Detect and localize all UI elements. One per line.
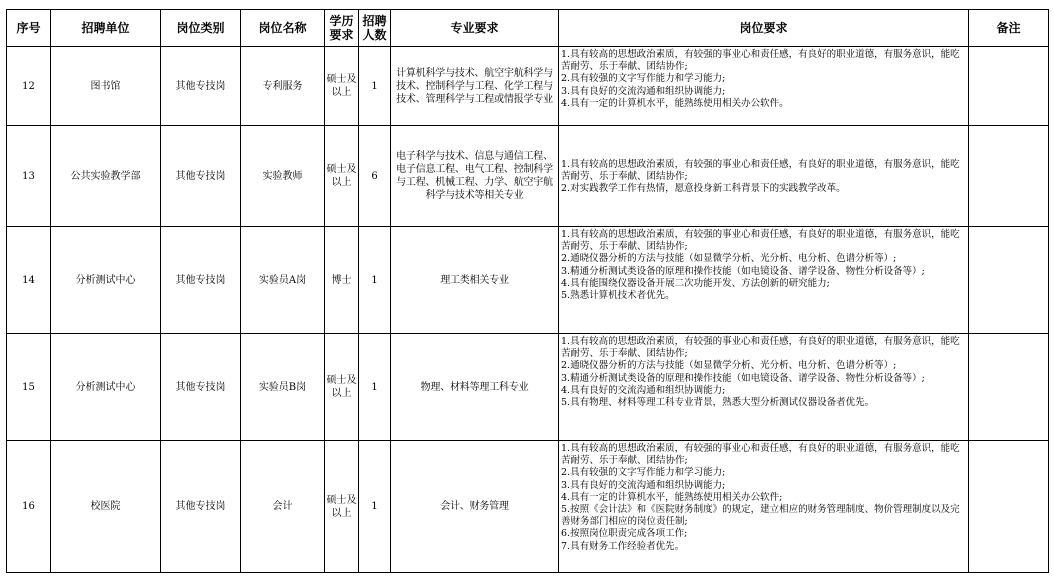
cell-edu: 硕士及 以上	[325, 441, 359, 573]
requirement-item: 3.具有良好的交流沟通和组织协调能力;	[561, 479, 726, 491]
cell-requirements	[559, 126, 969, 227]
requirement-item: 3.具有良好的交流沟通和组织协调能力;	[561, 85, 726, 97]
cell-major: 计算机科学与技术、航空宇航科学与技术、控制科学与工程、化学工程与技术、管理科学与工程或情报学专业	[391, 47, 559, 126]
header-note: 备注	[969, 10, 1049, 47]
header-seq: 序号	[7, 10, 51, 47]
cell-count: 1	[359, 227, 391, 334]
cell-name: 会计	[241, 441, 325, 573]
table-row	[7, 441, 1049, 573]
header-edu: 学历 要求	[325, 10, 359, 47]
cell-unit: 校医院	[51, 441, 161, 573]
cell-major: 会计、财务管理	[391, 441, 559, 573]
requirement-item: 6.按照岗位职责完成各项工作;	[561, 528, 688, 540]
cell-unit: 公共实验教学部	[51, 126, 161, 227]
header-requirements: 岗位要求	[559, 10, 969, 47]
requirement-item: 1.具有较高的思想政治素质，有较强的事业心和责任感，有良好的职业道德，有服务意识，能吃苦耐劳、乐于奉献、团结协作;	[561, 336, 960, 360]
requirement-item: 2.通晓仪器分析的方法与技能（如显微学分析、光分析、电分析、色谱分析等）;	[561, 253, 897, 265]
cell-requirements	[559, 334, 969, 441]
requirement-item: 5.熟悉计算机技术者优先。	[561, 290, 675, 302]
cell-category: 其他专技岗	[161, 334, 241, 441]
cell-category: 其他专技岗	[161, 227, 241, 334]
requirement-item: 4.具有良好的交流沟通和组织协调能力;	[561, 384, 726, 396]
requirement-item: 4.具有能围绕仪器设备开展二次功能开发、方法创新的研究能力;	[561, 277, 830, 289]
cell-requirements	[559, 227, 969, 334]
cell-seq: 16	[7, 441, 51, 573]
cell-major: 物理、材料等理工科专业	[391, 334, 559, 441]
cell-category: 其他专技岗	[161, 47, 241, 126]
cell-major: 理工类相关专业	[391, 227, 559, 334]
cell-name: 实验员A岗	[241, 227, 325, 334]
requirement-item: 1.具有较高的思想政治素质，有较强的事业心和责任感，有良好的职业道德，有服务意识，能吃苦耐劳、乐于奉献、团结协作;	[561, 49, 960, 73]
requirement-item: 4.具有一定的计算机水平，能熟练使用相关办公软件;	[561, 491, 783, 503]
table-row	[7, 126, 1049, 227]
cell-category: 其他专技岗	[161, 441, 241, 573]
requirement-item: 2.具有较强的文字写作能力和学习能力;	[561, 467, 726, 479]
requirement-item: 4.具有一定的计算机水平，能熟练使用相关办公软件。	[561, 97, 789, 109]
requirement-item: 5.具有物理、材料等理工科专业背景，熟悉大型分析测试仪器设备者优先。	[561, 397, 875, 409]
header-name: 岗位名称	[241, 10, 325, 47]
requirement-item: 1.具有较高的思想政治素质，有较强的事业心和责任感，有良好的职业道德，有服务意识，能吃苦耐劳、乐于奉献、团结协作;	[561, 229, 960, 253]
requirement-item: 7.具有财务工作经验者优先。	[561, 540, 685, 552]
cell-major: 电子科学与技术、信息与通信工程、电子信息工程、电气工程、控制科学与工程、机械工程、力学、航空宇航科学与技术等相关专业	[391, 126, 559, 227]
requirement-item: 3.精通分析测试类设备的原理和操作技能（如电镜设备、谱学设备、物性分析设备等）;	[561, 372, 925, 384]
cell-note	[969, 334, 1049, 441]
cell-seq: 14	[7, 227, 51, 334]
cell-note	[969, 47, 1049, 126]
requirement-item: 2.具有较强的文字写作能力和学习能力;	[561, 73, 726, 85]
cell-note	[969, 441, 1049, 573]
cell-seq: 15	[7, 334, 51, 441]
cell-note	[969, 126, 1049, 227]
cell-unit: 分析测试中心	[51, 227, 161, 334]
header-row	[7, 10, 1049, 47]
cell-unit: 图书馆	[51, 47, 161, 126]
header-count: 招聘 人数	[359, 10, 391, 47]
cell-requirements	[559, 441, 969, 573]
cell-note	[969, 227, 1049, 334]
header-major: 专业要求	[391, 10, 559, 47]
table-row	[7, 227, 1049, 334]
requirement-item: 2.对实践教学工作有热情，愿意投身新工科背景下的实践教学改革。	[561, 183, 846, 195]
cell-unit: 分析测试中心	[51, 334, 161, 441]
cell-count: 1	[359, 334, 391, 441]
cell-edu: 硕士及 以上	[325, 47, 359, 126]
recruitment-table	[6, 9, 1049, 573]
cell-requirements	[559, 47, 969, 126]
requirement-item: 1.具有较高的思想政治素质，有较强的事业心和责任感，有良好的职业道德，有服务意识，能吃苦耐劳、乐于奉献、团结协作;	[561, 158, 960, 182]
cell-name: 专利服务	[241, 47, 325, 126]
cell-name: 实验员B岗	[241, 334, 325, 441]
cell-seq: 13	[7, 126, 51, 227]
header-unit: 招聘单位	[51, 10, 161, 47]
cell-name: 实验教师	[241, 126, 325, 227]
recruitment-table-container	[6, 9, 1049, 573]
requirement-item: 3.精通分析测试类设备的原理和操作技能（如电镜设备、谱学设备、物性分析设备等）;	[561, 265, 925, 277]
cell-edu: 硕士及 以上	[325, 334, 359, 441]
cell-edu: 硕士及 以上	[325, 126, 359, 227]
cell-count: 1	[359, 47, 391, 126]
cell-category: 其他专技岗	[161, 126, 241, 227]
cell-count: 6	[359, 126, 391, 227]
requirement-item: 1.具有较高的思想政治素质，有较强的事业心和责任感，有良好的职业道德，有服务意识，能吃苦耐劳、乐于奉献、团结协作;	[561, 443, 960, 467]
header-category: 岗位类别	[161, 10, 241, 47]
cell-edu: 博士	[325, 227, 359, 334]
cell-count: 1	[359, 441, 391, 573]
table-row	[7, 47, 1049, 126]
requirement-item: 5.按照《会计法》和《医院财务制度》的规定，建立相应的财务管理制度、物价管理制度以及完善财务部门相应的岗位责任制;	[561, 504, 960, 528]
cell-seq: 12	[7, 47, 51, 126]
table-row	[7, 334, 1049, 441]
requirement-item: 2.通晓仪器分析的方法与技能（如显微学分析、光分析、电分析、色谱分析等）;	[561, 360, 897, 372]
